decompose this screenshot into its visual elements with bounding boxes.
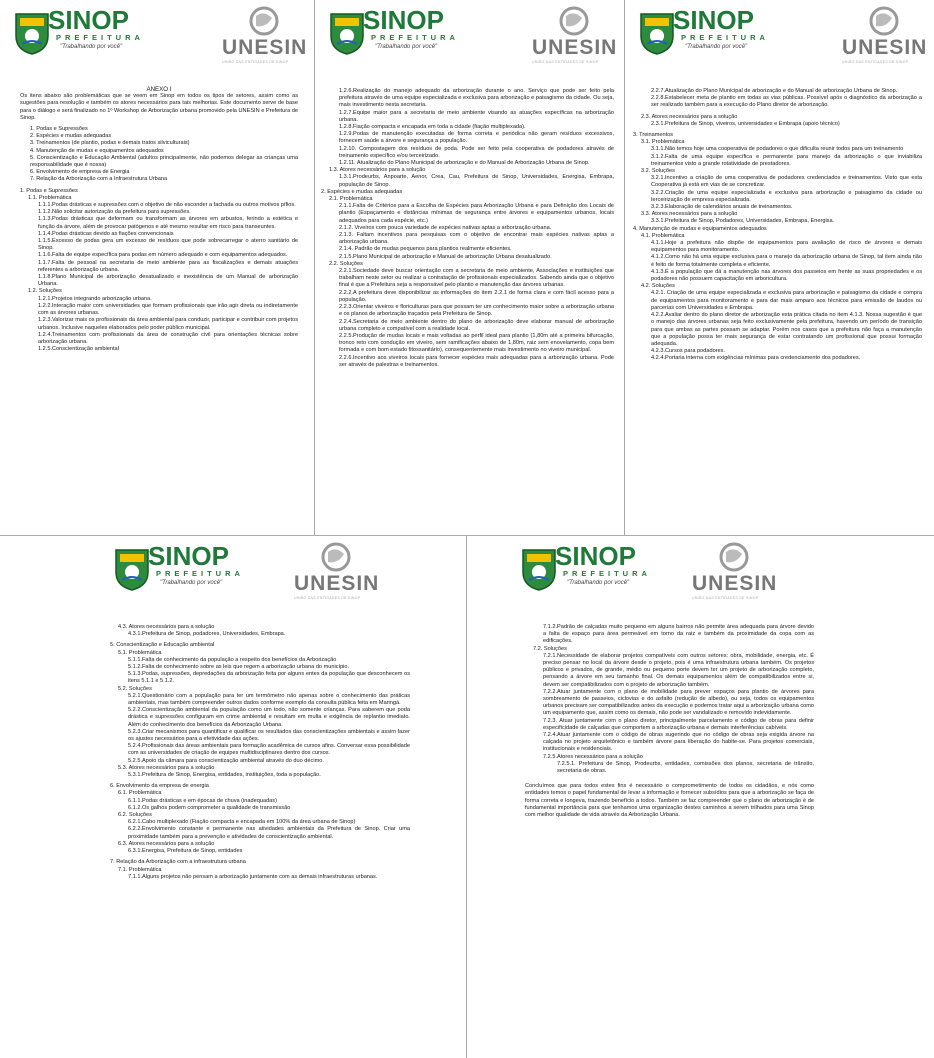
toc-item: 3. Treinamentos (de plantio, podas e demais tratos silviculturais) xyxy=(30,140,190,147)
crest-icon xyxy=(112,544,152,592)
section-heading: 2. Espécies e mudas adequadas xyxy=(321,188,403,195)
list-item: 2.1.2. Viveiros com pouca variedade de espécies nativas aptas a arborização urbana. xyxy=(339,224,552,231)
crest-icon xyxy=(12,8,52,56)
list-item: 1.2.6.Realização do manejo adequado da arborização durante o ano. Serviço que pode ser feito pela prefeitura através de uma equipe especializada e exclusiva para arborização e paisagismo da cidade. Ou seja, mais investimento nesta secretaria. xyxy=(339,88,614,109)
subsection-heading: 3.2. Soluções xyxy=(641,168,675,175)
sinop-logo xyxy=(327,6,507,66)
page-header xyxy=(0,0,314,70)
document-page-3 xyxy=(625,0,934,535)
list-item: 7.2.5.1. Prefeitura de Sinop, Prodeurbs, entidades, comissões dos planos, secretaria de trânsito, secretaria de obras. xyxy=(557,760,814,775)
section-body xyxy=(525,624,814,819)
list-item: 2.1.1.Falta de Critérios para a Escolha de Espécies para Arborização Urbana e para Definição dos Locais de plantio (Espaçamento e distâncias mínimas de segurança entre árvores e equipamentos urbanos, locais adequados para cada espécie, etc.) xyxy=(339,203,614,224)
list-item: 5.2.1.Questionário com a população para ter um termômetro não apenas sobre o conhecimento das práticas ambientais, mas também compreender outros dados conforme exemplo da consulta pública feita em Maringá. xyxy=(128,692,410,707)
unesin-logo-subtitle: UNIÃO DAS ENTIDADES DE SINOP xyxy=(294,596,361,600)
unesin-logo xyxy=(294,542,380,602)
list-item: 5.2.5.Apoio da câmara para conscientização ambiental através do duo décimo. xyxy=(128,757,324,764)
subsection-heading: 5.3. Atores necessários para a solução xyxy=(118,764,215,771)
toc-item: 7. Relação da Arborização com a Infraestrutura Urbana xyxy=(30,176,168,183)
section-body xyxy=(321,88,614,369)
list-item: 1.2.2.Interação maior com universidades que formam profissionais que irão agir direta ou indiretamente com as árvores urbanas. xyxy=(38,302,298,317)
unesin-logo-text: UNESIN xyxy=(294,572,380,595)
subsection-heading: 4.3. Atores necessários para a solução xyxy=(118,624,215,630)
section-heading: 1. Podas e Supressões xyxy=(20,187,78,194)
table-of-contents xyxy=(20,126,298,184)
toc-item: 5. Conscientização e Educação Ambiental (adultos principalmente, não podemos delegar as crianças uma responsabilidade que é nossa) xyxy=(30,154,298,169)
section-heading: 5. Conscientização e Educação ambiental xyxy=(110,642,215,649)
sinop-logo-subtitle: PREFEITURA xyxy=(156,569,244,578)
sinop-logo-slogan: "Trabalhando por você" xyxy=(160,580,223,586)
subsection-heading: 5.1. Problemática xyxy=(118,649,162,656)
list-item: 6.1.2.Os galhos podem comprometer a qualidade de transmissão xyxy=(128,804,291,811)
subsection-heading: 1.2. Soluções xyxy=(28,288,62,295)
list-item: 6.3.1.Energisa, Prefeitura de Sinop, entidades xyxy=(128,848,243,855)
list-item: 4.2.1. Criação de uma equipe especializada e exclusiva para arborização e paisagismo da cidade e compra de equipamentos para monitoramento e para dar mais amparo aos técnicos para emissão de laudos ou parcerias com Universidades e Embrapa. xyxy=(651,290,922,311)
list-item: 1.2.11. Atualização do Plano Municipal de arborização e do Manual de Arborização Urbana de Sinop. xyxy=(339,160,590,167)
subsection-heading: 2.1. Problemática xyxy=(329,196,373,203)
list-item: 2.2.2.A prefeitura deve disponibilizar as informações do item 2.2.1 de forma clara e com fácil acesso para a população. xyxy=(339,289,614,303)
list-item: 1.1.1.Podas drásticas e supressões com o objetivo de não esconder a fachada ou outros motivos pífios. xyxy=(38,202,296,209)
list-item: 2.2.8.Estabelecer meta de plantio em todas as vias públicas. Possível após o diagnóstico da arborização a ser realizado também para a execução do Plano diretor de arborização. xyxy=(651,95,922,109)
crest-icon xyxy=(519,544,559,592)
list-item: 5.2.2.Conscientização ambiental da população como um todo, não somente crianças. Para saberem que poda drástica e supressões configuram em crime ambiental e resultam em multa e exigência de replantio imediato. Além do conhecimento dos benefícios da Arborização Urbana. xyxy=(128,707,410,728)
sinop-logo-text: SINOP xyxy=(555,541,636,571)
list-item: 1.3.1.Prodeurbs, Anpoarte, Aenor, Crea, Cau, Prefeitura de Sinop, Universidades, Energisa, Embrapa, população de Sinop. xyxy=(339,174,614,188)
section-heading: 4. Manutenção de mudas e equipamentos adequados xyxy=(633,225,767,232)
list-item: 3.3.1.Prefeitura de Sinop, Podadores, Universidades, Embrapa, Energisa. xyxy=(651,218,835,225)
list-item: 1.2.9.Podas de manutenção executadas de forma correta e periódica não geram resíduos excessivos, fornecem saúde a árvore e segurança a população. xyxy=(339,131,614,145)
subsection-heading: 4.2. Soluções xyxy=(641,283,675,290)
subsection-heading: 5.2. Soluções xyxy=(118,685,152,692)
list-item: 6.2.2.Envolvimento constante e permanente nas atividades ambientais da Prefeitura de Sinop. Criar uma proximidade também para a prevenção e atividades de conscientização ambiental. xyxy=(128,826,410,840)
sinop-logo-text: SINOP xyxy=(673,5,754,35)
sinop-logo-subtitle: PREFEITURA xyxy=(56,33,144,42)
section-heading: 3. Treinamentos xyxy=(633,132,674,139)
list-item: 5.2.3.Criar mecanismos para quantificar e qualificar os resultados das conscientizações ambientais e assim fazer os ajustes necessários para a efetividade das ações. xyxy=(128,728,410,743)
list-item: 2.2.1.Sociedade deve buscar orientação com a secretaria de meio ambiente, Associações e instituições que trabalham neste setor ou realizar a contratação de profissionais especializados. Sabendo ainda que o objetivo final é que a Prefeitura seja a responsável pelo plantio e manutenção das árvores urbanas. xyxy=(339,268,614,289)
toc-item: 4. Manutenção de mudas e equipamentos adequados xyxy=(30,147,164,154)
unesin-emblem-icon xyxy=(554,6,594,36)
list-item: 2.2.4.Secretaria de meio ambiente dentro do plano de arborização deve elaborar manual de arborização urbana completo e compatível com a realidade local. xyxy=(339,318,614,332)
page-header xyxy=(100,536,386,606)
page-content xyxy=(633,88,922,535)
list-item: 4.3.1.Prefeitura de Sinop, podadores, Universidades, Embrapa. xyxy=(128,631,286,638)
unesin-emblem-icon xyxy=(864,6,904,36)
list-item: 7.2.4.Atuar juntamente com o código de obras sugerindo que no código de obras seja exigida árvore na calçada no projeto arquitetônico e também árvore para liberação do habite-se. Para projetos comerciais, institucionais e residenciais. xyxy=(543,732,814,753)
list-item: 4.1.2.Como não há uma equipe exclusiva para o manejo da arborização urbana de Sinop, tal item ainda não é feito de forma totalmente completa e eficiente. xyxy=(651,254,922,268)
document-page-1 xyxy=(0,0,314,535)
section-heading: 7. Relação da Arborização com a infraestrutura urbana xyxy=(110,859,246,866)
list-item: 7.2.5.Atores necessários para a solução xyxy=(543,753,643,760)
sinop-logo-subtitle: PREFEITURA xyxy=(681,33,769,42)
list-item: 1.2.4.Treinamentos com profissionais da área de construção civil para orientações técnicas sobre arborização urbana. xyxy=(38,331,298,345)
document-page-5 xyxy=(467,536,934,1058)
list-item: 5.1.2.Falta de conhecimento sobre as leis que regem a arborização urbana do município. xyxy=(128,664,350,671)
toc-item: 1. Podas e Supressões xyxy=(30,126,88,133)
list-item: 1.1.7.Falta de pessoal na secretaria de meio ambiente para as fiscalizações e demais atuações referentes a arborização urbana. xyxy=(38,259,298,273)
sinop-logo-slogan: "Trabalhando por você" xyxy=(375,44,438,50)
list-item: 3.2.3.Elaboração de calendários anuais de treinamentos. xyxy=(651,204,793,211)
page-header xyxy=(625,0,934,70)
subsection-heading: 6.3. Atores necessários para a solução xyxy=(118,840,215,847)
page-header xyxy=(507,536,784,606)
unesin-logo-text: UNESIN xyxy=(222,36,308,59)
list-item: 4.1.3.É a população que dá a manutenção nas árvores dos passeios em frente as suas propriedades e os podadores não possuem capacitação em arboricultura. xyxy=(651,268,922,283)
list-item: 1.1.2.Não solicitar autorização da prefeitura para supressões. xyxy=(38,209,191,216)
unesin-logo-text: UNESIN xyxy=(842,36,928,59)
list-item: 1.2.7.Equipe maior para a secretaria de meio ambiente visando as atuações específicas na arborização urbana. xyxy=(339,109,614,123)
list-item: 7.1.1.Alguns projetos não pensam a arborização juntamente com as demais infraestruturas urbanas. xyxy=(128,873,378,880)
list-item: 4.2.4.Portaria interna com exigências mínimas para credenciamento dos podadores. xyxy=(651,355,861,362)
unesin-logo-text: UNESIN xyxy=(692,572,778,595)
unesin-logo-subtitle: UNIÃO DAS ENTIDADES DE SINOP xyxy=(532,60,599,64)
list-item: 7.2.2.Atuar juntamente com o plano de mobilidade para prever espaços para plantio de árvores para sombreamento de passeios, ciclovias e do asfalto (redução de albedo), ou seja, todos os equipamentos urbanos precisam ser compatibilizados antes da execução e podemos tratar aqui a arborização urbana como um equipamento que, assim como os demais, não pode ser vandalizado e removido indevidamente. xyxy=(543,688,814,717)
document-title: ANEXO I xyxy=(146,86,172,93)
section-body xyxy=(633,88,922,363)
sinop-logo xyxy=(519,542,699,602)
list-item: 1.2.3.Valorizar mais os profissionais da área ambiental para conduzir, participar e contribuir com projetos urbanos. Inclusive naqueles elaborados pelo poder público municipal. xyxy=(38,317,298,331)
unesin-logo xyxy=(222,6,308,66)
unesin-emblem-icon xyxy=(316,542,356,572)
document-page-4 xyxy=(0,536,466,1058)
list-item: 3.2.1.Incentivo a criação de uma cooperativa de podadores credenciados e treinamentos. Visto que esta Cooperativa já está em vias de se concretizar. xyxy=(651,175,922,189)
toc-item: 6. Envolvimento de empresa de Energia xyxy=(30,169,130,176)
toc-item: 2. Espécies e mudas adequadas xyxy=(30,133,112,140)
subsection-heading: 7.1. Problemática xyxy=(118,866,162,873)
sinop-logo-text: SINOP xyxy=(363,5,444,35)
section-heading: Concluímos que para todos estes fins é necessário o comprometimento de todos os cidadãos, e nós como entidades temos o papel fundamental de levar a informação e fornecer subsídios para que a arborização se faça de forma correta e longeva, trazendo benefício a todos. Também se faz compreender que o plano de arborização é de fundamental importância para que tenhamos uma organização destes caminhos a serem trilhados para uma Sinop com melhor qualidade de vida através da Arborização Urbana. xyxy=(525,783,814,819)
list-item: 3.1.1.Não temos hoje uma cooperativa de podadores o que dificulta reunir todos para um treinamento xyxy=(651,146,904,153)
list-item: 3.2.2.Criação de uma equipe especializada e exclusiva para arborização e paisagismo da cidade ou terceirização de empresa especializada. xyxy=(651,189,922,203)
subsection-heading: 3.1. Problemática xyxy=(641,139,685,146)
list-item: 2.2.7.Atualização do Plano Municipal de arborização e do Manual de arborização Urbana de Sinop. xyxy=(651,88,898,94)
list-item: 2.2.6.Incentivo aos viveiros locais para fornecer espécies mais adequadas para a arborização urbana. Pode ser através de palestras e treinamentos. xyxy=(339,354,614,368)
unesin-logo-subtitle: UNIÃO DAS ENTIDADES DE SINOP xyxy=(842,60,909,64)
subsection-heading: 6.2. Soluções xyxy=(118,812,152,819)
list-item: 5.1.1.Falta de conhecimento da população a respeito dos benefícios da Arborização xyxy=(128,656,337,663)
document-page-2 xyxy=(315,0,624,535)
sinop-logo xyxy=(12,6,192,66)
list-item: 1.2.1.Projetos integrando arborização urbana. xyxy=(38,295,152,302)
sinop-logo-slogan: "Trabalhando por você" xyxy=(685,44,748,50)
subsection-heading: 1.3. Atores necessários para a solução xyxy=(329,167,426,174)
page-content xyxy=(321,88,614,535)
unesin-logo-text: UNESIN xyxy=(532,36,618,59)
unesin-emblem-icon xyxy=(714,542,754,572)
page-content xyxy=(525,624,814,1058)
page-content xyxy=(20,86,298,535)
list-item: 4.1.1.Hoje a prefeitura não dispõe de equipamentos para avaliação de risco de árvores e demais equipamentos para monitoramento. xyxy=(651,240,922,254)
list-item: 4.2.2.Avaliar dentro do plano diretor de arborização esta prática citada no item 4.1.3. Nossa sugestão é que o manejo das árvores urbanas seja feito exclusivamente pela prefeitura, havendo um período de transição para que ambas as partes possam se adaptar. Porém nos casos que a prefeitura não faça a manutenção que a população possa ter mais segurança de estar contratando um profissional que possui formação adequada. xyxy=(651,312,922,347)
unesin-emblem-icon xyxy=(244,6,284,36)
list-item: 7.2.3. Atuar juntamente com o plano diretor, principalmente parcelamento e código de obras para definir especificidade de calçadas que comportem a arborização urbana e demais interferências cabíveis. xyxy=(543,717,814,731)
subsection-heading: 2.2. Soluções xyxy=(329,260,363,267)
list-item: 4.2.3.Cursos para podadores. xyxy=(651,348,726,355)
subsection-heading: 3.3. Atores necessários para a solução xyxy=(641,211,738,218)
crest-icon xyxy=(637,8,677,56)
unesin-logo xyxy=(532,6,618,66)
subsection-heading: 6.1. Problemática xyxy=(118,790,162,797)
list-item: 2.3.1.Prefeitura de Sinop, viveiros, universidades e Embrapa (apoio técnico) xyxy=(651,120,840,127)
list-item: 3.1.2.Falta de uma equipe específica e permanente para manejo da arborização o que inviabiliza treinamentos visto a grande rotatividade de prestadores. xyxy=(651,153,922,167)
list-item: 5.3.1.Prefeitura de Sinop, Energisa, entidades, instituições, toda a população. xyxy=(128,772,321,779)
list-item: 2.1.4. Padrão de mudas pequenos para plantios realmente eficientes. xyxy=(339,246,512,253)
list-item: 1.2.5.Conscientização ambiental xyxy=(38,346,119,353)
list-item: 7.2.1.Necessidade de elaborar projetos compatíveis com outros setores: obra, mobilidade, energia, etc. É preciso pensar no local da árvore desde o projeto, pois é uma infraestrutura urbana também. Os projetos públicos e privados, de grande, médio ou pequeno porte devem ter um projeto de arborização completo, pensando a árvore em seu tamanho final. Os demais equipamentos além de compatibilizados entre si, devem ser compatibilizados com o projeto de arborização também. xyxy=(543,652,814,688)
list-item: 2.1.5.Plano Municipal de arborização e Manual de arborização Urbana desatualizado. xyxy=(339,253,552,260)
subsection-heading: 2.3. Atores necessários para a solução xyxy=(641,113,738,120)
list-item: 2.2.5.Produção de mudas locais e mais voltadas ao perfil ideal para plantio (1,80m até a primeira bifurcação, tronco reto com condução em viveiro, sem ramificações abaixo de 1,80m, raiz sem enovelamento, copa bem formada e com bom estado fitossanitário), consequentemente mais investimento no viveiro municipal. xyxy=(339,332,614,354)
unesin-logo-subtitle: UNIÃO DAS ENTIDADES DE SINOP xyxy=(692,596,759,600)
crest-icon xyxy=(327,8,367,56)
list-item: 2.2.3.Orientar viveiros e floriculturas para que possam ter um conhecimento maior sobre a arborização urbana e os planos de arborização traçados pela Prefeitura de Sinop. xyxy=(339,304,614,318)
subsection-heading: 1.1. Problemática xyxy=(28,194,72,201)
list-item: 1.1.8.Plano Municipal de arborização desatualizado e inexistência de um Manual de arborização Urbana. xyxy=(38,274,298,288)
unesin-logo xyxy=(692,542,778,602)
sinop-logo-text: SINOP xyxy=(148,541,229,571)
subsection-heading: 7.2. Soluções xyxy=(533,645,567,652)
list-item: 6.2.1.Cabo multiplexado (Fiação compacta e encapada em 100% da área urbana de Sinop) xyxy=(128,819,356,826)
sinop-logo-text: SINOP xyxy=(48,5,129,35)
list-item: 1.1.6.Falta de equipe específica para podas em número adequado e com equipamentos adequados. xyxy=(38,252,288,259)
list-item: 1.2.8.Fiação compacta e encapada em toda a cidade (fiação multiplexada). xyxy=(339,124,526,131)
sinop-logo-slogan: "Trabalhando por você" xyxy=(60,44,123,50)
list-item: 6.1.1.Podas drásticas e em épocas de chuva (inadequadas) xyxy=(128,797,277,804)
unesin-logo xyxy=(842,6,928,66)
list-item: 1.1.4.Podas drásticas devido as fiações convencionais xyxy=(38,230,174,237)
list-item: 5.1.3.Podas, supressões, depredações da arborização feita por alguns entes da população que desconhecem os itens 5.1.1 e 5.1.2. xyxy=(128,671,410,685)
subsection-heading: 4.1. Problemática xyxy=(641,232,685,239)
list-item: 7.1.2.Padrão de calçadas muito pequeno em alguns bairros não permite área adequada para árvore devido a falta de espaço para área permeável em torno da raiz e também da proximidade da copa com as edificações. xyxy=(543,624,814,645)
unesin-logo-subtitle: UNIÃO DAS ENTIDADES DE SINOP xyxy=(222,60,289,64)
section-heading: 6. Envolvimento da empresa de energia xyxy=(110,783,209,790)
intro-paragraph: Os itens abaixo são problemáticas que se veem em Sinop em todos os tipos de setores, assim como as sugestões para resolução e também os atores necessários para tais melhorias. Este documento serve de base para o diálogo e será finalizado no 1º Workshop de Arborização urbana promovido pela UNESIN e Prefeitura de Sinop. xyxy=(20,93,298,121)
sinop-logo-subtitle: PREFEITURA xyxy=(563,569,651,578)
sinop-logo xyxy=(112,542,292,602)
section-body xyxy=(20,188,298,354)
list-item: 1.1.3.Podas drásticas que deformam ou transformam as árvores em arbustos, ferindo a estética e função da árvore, além de provocar patógenos e até mesmo resultar em risco para transeuntes. xyxy=(38,216,298,230)
sinop-logo xyxy=(637,6,817,66)
list-item: 5.2.4.Profissionais das áreas ambientais para formação acadêmica de cursos afins. Conversar essa possibilidade com as universidades de criação de equipes multidisciplinares dentro dos cursos. xyxy=(128,743,411,757)
sinop-logo-subtitle: PREFEITURA xyxy=(371,33,459,42)
section-body xyxy=(110,624,410,881)
sinop-logo-slogan: "Trabalhando por você" xyxy=(567,580,630,586)
page-content xyxy=(110,624,410,1058)
list-item: 2.1.3. Faltam incentivos para pesquisas com o objetivo de encontrar mais espécies nativas aptas a arborização urbana. xyxy=(339,232,614,246)
list-item: 1.1.5.Excesso de podas gera um excesso de resíduos que pode sobrecarregar o aterro sanitário de Sinop. xyxy=(38,238,298,252)
list-item: 1.2.10. Compostagem dos resíduos de poda. Pode ser feito pela cooperativa de podadores através de treinamento específico e/ou terceirizado. xyxy=(339,145,614,159)
page-header xyxy=(315,0,624,70)
